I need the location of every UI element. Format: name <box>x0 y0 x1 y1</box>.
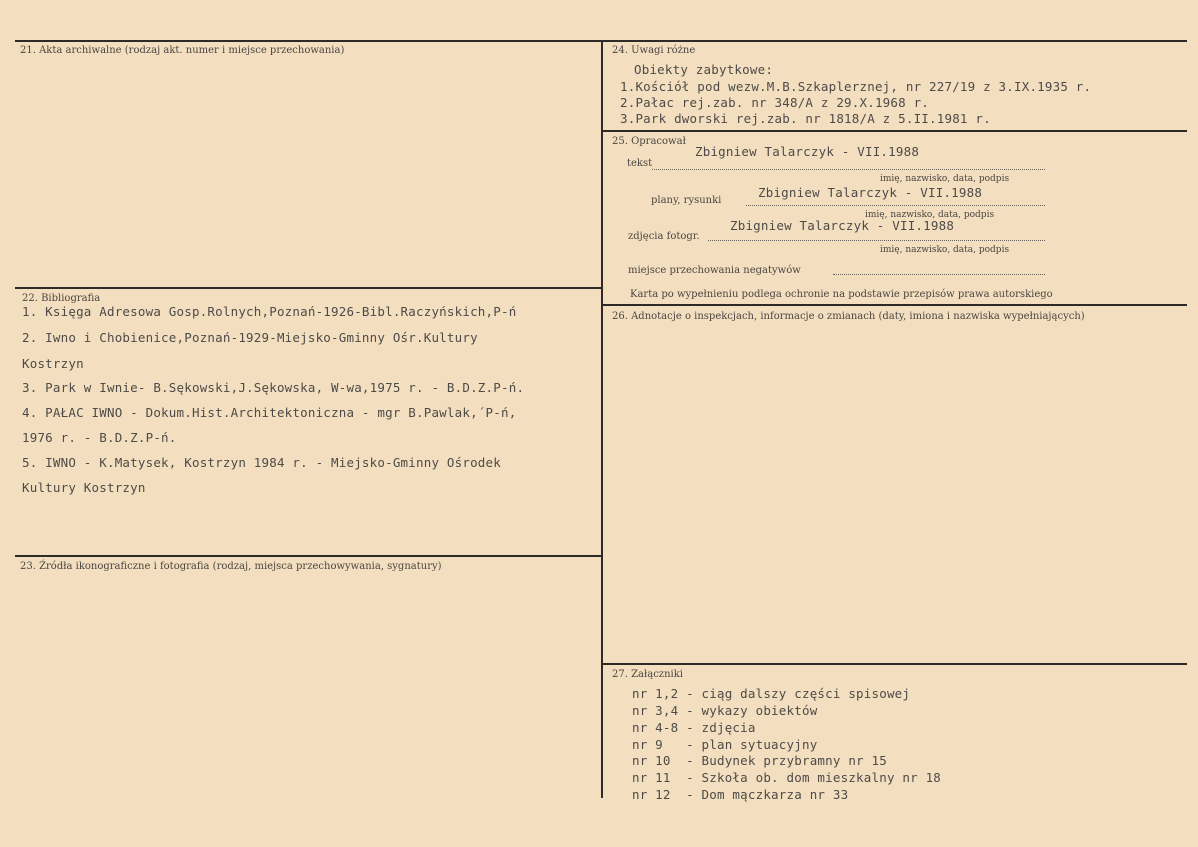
photos-author-caption: imię, nazwisko, data, podpis <box>880 245 1010 255</box>
bibliography-line: Kultury Kostrzyn <box>22 480 146 495</box>
rule-21-22 <box>15 287 602 289</box>
field-26-label: 26. Adnotacje o inspekcjach, informacje o zmianach (daty, imiona i nazwiska wypełniających) <box>612 311 1085 322</box>
rule-24-25 <box>601 130 1187 132</box>
rule-26-27 <box>601 663 1187 665</box>
center-divider <box>601 40 603 798</box>
field-22-label: 22. Bibliografia <box>22 293 101 304</box>
bibliography-line: 2. Iwno i Chobienice,Poznań-1929-Miejsko-Gminny Ośr.Kultury <box>22 330 478 345</box>
rule-22-23 <box>15 555 602 557</box>
attachment-line: nr 4-8 - zdjęcia <box>632 720 756 735</box>
field-21-label: 21. Akta archiwalne (rodzaj akt. numer i miejsce przechowania) <box>20 45 345 56</box>
attachment-line: nr 9 - plan sytuacyjny <box>632 737 818 752</box>
negatives-location-line <box>833 274 1045 275</box>
photos-author-line <box>708 240 1045 241</box>
negatives-location-label: miejsce przechowania negatywów <box>628 265 801 276</box>
bibliography-line: 1. Księga Adresowa Gosp.Rolnych,Poznań-1926-Bibl.Raczyńskich,P-ń <box>22 304 517 319</box>
plans-author-caption: imię, nazwisko, data, podpis <box>865 210 995 220</box>
plans-author-value: Zbigniew Talarczyk - VII.1988 <box>758 185 983 200</box>
attachment-line: nr 11 - Szkoła ob. dom mieszkalny nr 18 <box>632 770 942 785</box>
field-23-label: 23. Źródła ikonograficzne i fotografia (rodzaj, miejsca przechowywania, sygnatury) <box>20 561 442 572</box>
bibliography-line: 4. PAŁAC IWNO - Dokum.Hist.Architektoniczna - mgr B.Pawlak,´P-ń, <box>22 405 517 420</box>
plans-author-label: plany, rysunki <box>651 195 722 206</box>
plans-author-line <box>746 205 1045 206</box>
attachment-line: nr 10 - Budynek przybramny nr 15 <box>632 753 887 768</box>
rule-25-26 <box>601 304 1187 306</box>
field-24-label: 24. Uwagi różne <box>612 45 696 56</box>
remarks-line: 2.Pałac rej.zab. nr 348/A z 29.X.1968 r. <box>620 95 930 110</box>
bibliography-line: 3. Park w Iwnie- B.Sękowski,J.Sękowska, W-wa,1975 r. - B.D.Z.P-ń. <box>22 380 525 395</box>
photos-author-value: Zbigniew Talarczyk - VII.1988 <box>730 218 955 233</box>
text-author-caption: imię, nazwisko, data, podpis <box>880 174 1010 184</box>
remarks-line: Obiekty zabytkowe: <box>634 62 774 77</box>
attachment-line: nr 3,4 - wykazy obiektów <box>632 703 818 718</box>
copyright-note: Karta po wypełnieniu podlega ochronie na podstawie przepisów prawa autorskiego <box>630 289 1053 300</box>
text-author-value: Zbigniew Talarczyk - VII.1988 <box>695 144 920 159</box>
photos-author-label: zdjęcia fotogr. <box>628 231 700 242</box>
text-author-label: tekst <box>627 158 653 169</box>
text-author-line <box>652 169 1045 170</box>
field-27-label: 27. Załączniki <box>612 669 683 680</box>
field-25-label: 25. Opracował <box>612 136 686 147</box>
bibliography-line: 5. IWNO - K.Matysek, Kostrzyn 1984 r. - Miejsko-Gminny Ośrodek <box>22 455 501 470</box>
attachment-line: nr 1,2 - ciąg dalszy części spisowej <box>632 686 911 701</box>
attachment-line: nr 12 - Dom mączkarza nr 33 <box>632 787 849 802</box>
remarks-line: 3.Park dworski rej.zab. nr 1818/A z 5.II.1981 r. <box>620 111 991 126</box>
remarks-line: 1.Kościół pod wezw.M.B.Szkaplerznej, nr 227/19 z 3.IX.1935 r. <box>620 79 1092 94</box>
bibliography-line: Kostrzyn <box>22 356 84 371</box>
bibliography-line: 1976 r. - B.D.Z.P-ń. <box>22 430 177 445</box>
